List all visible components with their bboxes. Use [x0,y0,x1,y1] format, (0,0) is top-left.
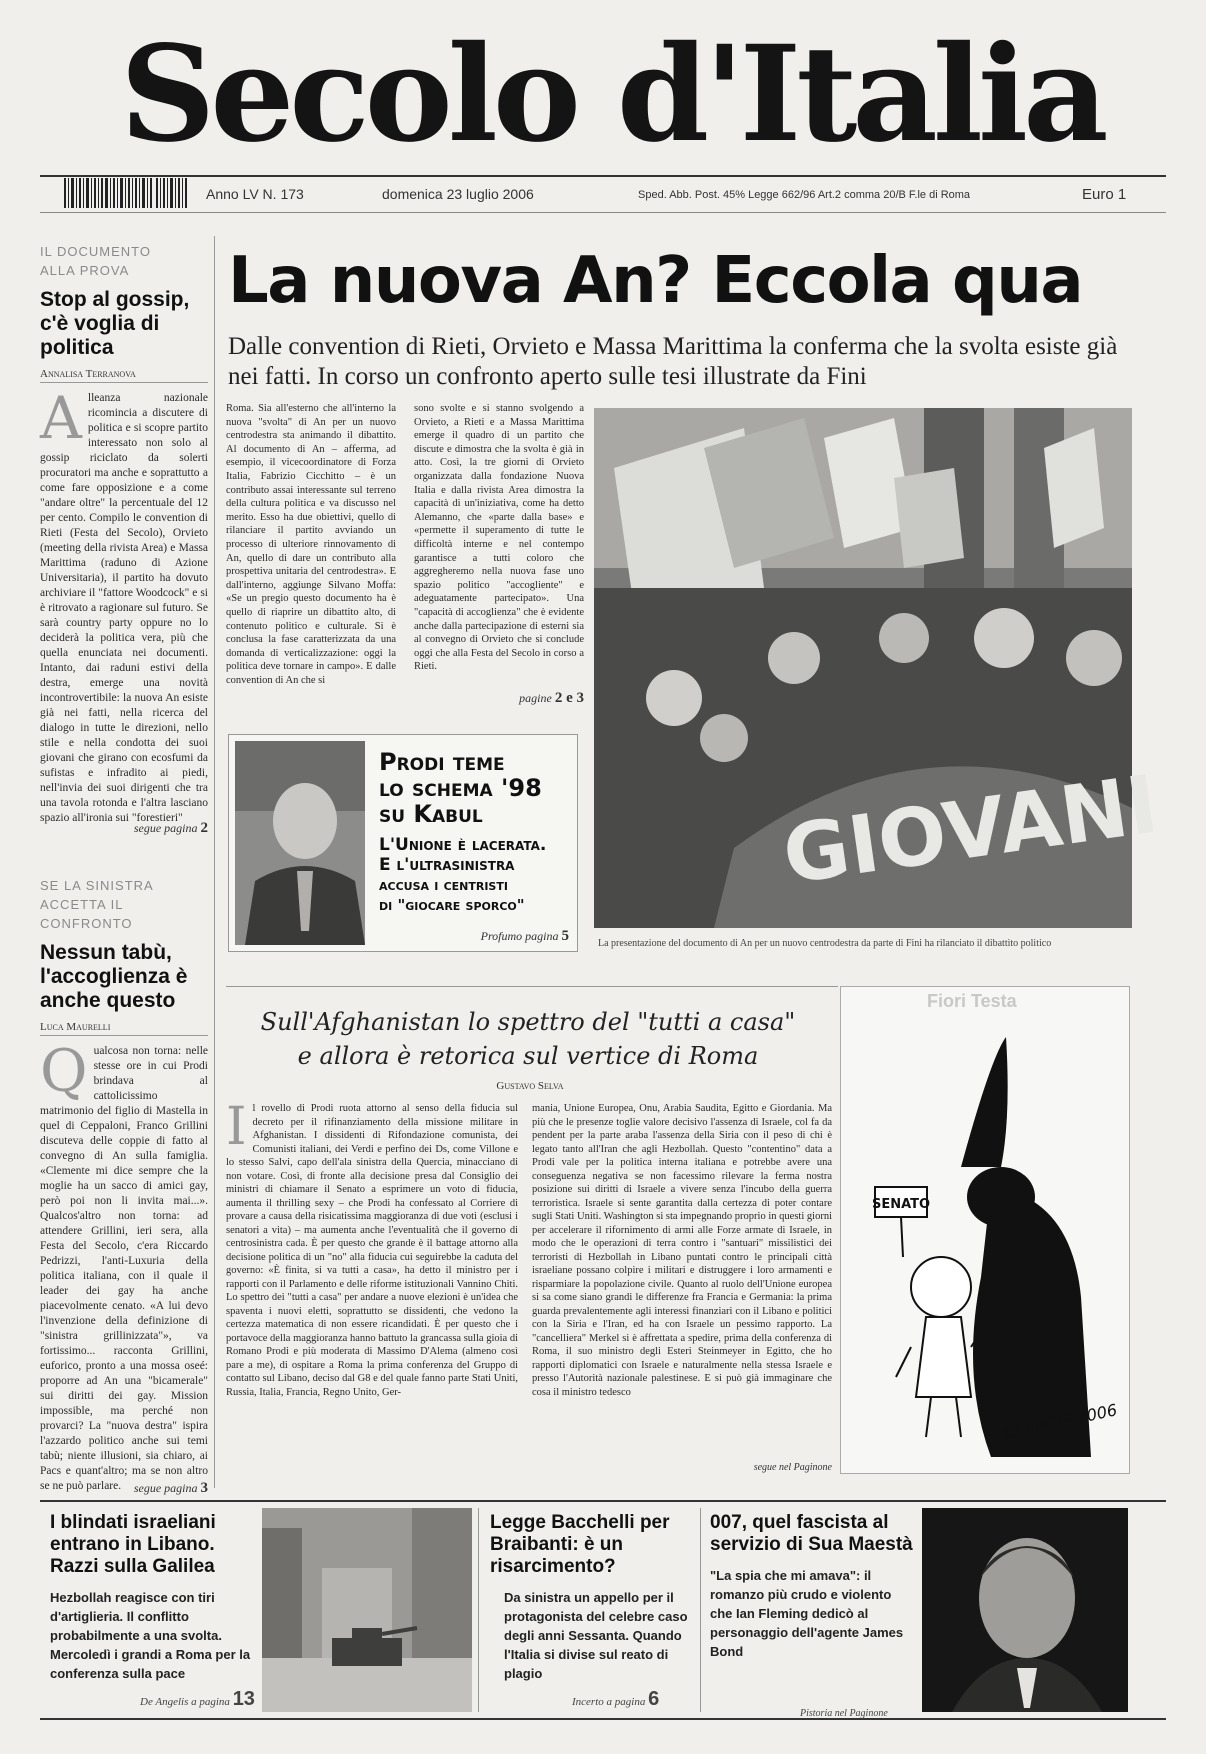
bottom-story-3[interactable]: 007, quel fascista al servizio di Sua Maestà "La spia che mi amava": il romanzo più crudo e violento che Ian Fleming dedicò al personaggio dell'agente James Bond [710,1512,913,1659]
cartoon-label: Fiori Testa [927,991,1017,1011]
masthead-title: Secolo d'Italia [120,17,1104,172]
story-headline[interactable]: Stop al gossip, c'è voglia di politica [40,288,190,359]
lead-photo [594,408,1164,928]
postal-info: Sped. Abb. Post. 45% Legge 662/96 Art.2 comma 20/B F.le di Roma [638,189,971,201]
continue-link[interactable]: segue pagina 3 [133,1480,208,1496]
afghanistan-continue-link[interactable]: segue nel Paginone [753,1462,832,1473]
kicker: SE LA SINISTRA [40,878,154,893]
afghanistan-column-2: mania, Unione Europea, Onu, Arabia Saudita, Egitto e Giordania. Ma più che le presenze toglie valore decisivo l'assenza di Israele, col fa da pendent per la parte araba l'assenza della Siria con il peso di chi è legato tanto all'Iran che agli Hezbollah. Questo "contentino" data a Prodi vale per la politica interna italiana e potrebbe avere una conseguenza negativa se non facessimo rilevare la ferma nostra posizione sui diritti di Israele a vivere senza l'incubo della guerra terroristica. Israele si sente garantita dalla certezza di poter contare sugli Stati Uniti. Washington si sta impegnando proprio in questi giorni per accelerare il rifornimento di armi alle Forze armate di Israele, in modo che le operazioni di terra contro i "santuari" missilistici dei terroristi di Hezbollah in Libano puntati contro le principali città israeliane possano colpire i militari e distruggere i loro armamenti e risparmiare la popolazione civile. Quanto al ruolo dell'Unione europea si sa come siano grandi le differenze fra Francia e Germania: la prima guarda prevalentemente agli interessi finanziari con il Libano e politici con la Siria e l'Iran, ed ha con Israele un pessimo rapporto. La "cancelliera" Merkel si è affrettata a spedire, prima della conferenza di Roma, il suo ministro degli Esteri Steinmeyer in Egitto, che ho rapporti diplomatici con Israele e naturalmente nella stessa Israele e presso l'Autorità nazionale palestinese. E si può già immaginare che cosa il ministro tedesco [532,1103,832,1398]
lead-pages-link[interactable]: pagine 2 e 3 [519,690,584,706]
story-body: Qualcosa non torna: nelle stesse ore in cui Prodi brindava al cattolicissimo matrimonio del figlio di Mastella in quel di Ceppaloni, Franco Grillini discuteva delle coppie di fatto al convegno di An sulla famiglia. «Clemente mi dice sempre che la moglie ha un sacco di amici gay, però poi non li invita mai...». Qualcos'altro non torna: ad attendere Grillini, ieri sera, alla Festa del Secolo, c'era Riccardo Pedrizzi, l'anti-Luxuria della politica italiana, con il quale il leader dei gay ha anche piacevolmente cenato. «A lui devo l'invenzione della definizione di "sinistra grillinizzata"», va fortissimo... racconta Grillini, euforico, pronto a una mossa oseé: proporre ad An una "bicamerale" sui diritti dei gay. Mission impossible, ma perché non provarci? La "nuova destra" ispira l'azzardo politico anche sui temi tabù; niente illusioni, sia chiaro, ai Pacs e quant'altro; ma se non altro se ne può parlare. [40,1037,208,1492]
kicker: ALLA PROVA [40,263,130,278]
kicker: ACCETTA IL CONFRONTO [40,897,133,931]
masthead [120,17,1104,172]
byline: Luca Maurelli [40,1021,208,1036]
cartoon-signature: KRANCIS 2006 [1000,1400,1119,1444]
issue-date: domenica 23 luglio 2006 [382,186,534,202]
byline: Gustavo Selva [496,1080,564,1092]
barcode-icon [24,176,194,212]
bottom-story-2-page[interactable]: Incerto a pagina 6 [572,1688,660,1710]
prodi-title: Prodi teme lo schema '98 su Kabul [379,748,542,828]
bottom-story-2[interactable]: Legge Bacchelli per Braibanti: è un risarcimento? Da sinistra un appello per il protagonista del celebre caso degli anni Sessanta. Quando l'Italia si divise sul reato di plagio [490,1512,688,1681]
prodi-page-link[interactable]: Profumo pagina 5 [480,928,569,944]
afghanistan-headline[interactable]: Sull'Afghanistan lo spettro del "tutti a casa" e allora è retorica sul vertice di Roma [260,1008,796,1070]
story-headline[interactable]: Nessun tabù, l'accoglienza è anche questo [40,941,188,1012]
left-story-1 [40,242,208,842]
kicker: IL DOCUMENTO [40,244,151,259]
drop-cap: Q [40,1037,88,1105]
lead-headline[interactable]: La nuova An? Eccola qua [228,244,1083,318]
lead-subhead: Dalle convention di Rieti, Orvieto e Massa Marittima la conferma che la svolta esiste già nei fatti. In corso un confronto aperto sulle tesi illustrate da Fini [228,333,1118,390]
bottom-story-3-page[interactable]: Pistoria nel Paginone [800,1708,888,1719]
lead-column-1: Roma. Sia all'esterno che all'interno la nuova "svolta" di An per un nuovo centrodestra sta animando il dibattito. Al documento di An – afferma, ad esempio, il vicecoordinatore di Forza Italia, Fabrizio Cicchitto – è un contributo assai interessante sul terreno della cultura politica e va discusso nel merito. Esso ha due obiettivi, quello di rilanciare il partito avviando un processo di ulteriore rinnovamento di An, quello di dare un contributo alla prospettiva unitaria del centrodestra». E dall'interno, aggiunge Silvano Moffa: «Se un pregio questo documento ha è quello di riaprire un dibattito alto, di contenuto politico e culturale. Si è conclusa la fase caratterizzata da una domanda di verticalizzazione: oggi la politica deve tornare in campo». E dalle convention di An che si [226,403,396,686]
afghanistan-column-1: Il rovello di Prodi ruota attorno al senso della fiducia sul decreto per il rifinanziamento della missione militare in Afghanistan. I dissidenti di Rifondazione comunista, dei Comunisti italiani, dei Verdi e perfino dei Ds, come Villone e lo stesso Salvi, capo dell'ala sinistra della Quercia, minacciano di non votare. Così, di fronte alla decisione presa dal Consiglio dei ministri di chiamare il Senato a esprimere un voto di fiducia, aumenta il thrilling sexy – che Prodi ha confessato al Corriere di provare a causa della risicatissima maggioranza di due voti (esclusi i senatori a vita) – ma aumenta anche l'eventualità che il governo di centrosinistra cada. È per questo che grande è il battage attorno alla decisione politica di un "no" alla fiducia cui seguirebbe la caduta del governo: «È finita, si va tutti a casa», ha detto il ministro per i rapporti con il Parlamento e delle riforme istituzionali Vannino Chiti. Lo spettro dei "tutti a casa" per andare a nuove elezioni è un'idea che spaventa i nuovi eletti, soprattutto se dissidenti, che vedono la certezza matematica di non essere ricandidati. È per questo che i portavoce della maggioranza hanno battuto la grancassa sulla gioia di Romano Prodi e più moderata di Massimo D'Alema (almeno così pare a me), di ospitare a Roma la prima conferenza del Gruppo di contatto sul Libano, deciso dal G8 e del quale fanno parte Stati Uniti, Russia, Italia, Francia, Regno Unito, Ger- [226,1097,518,1398]
bottom-story-1-page[interactable]: De Angelis a pagina 13 [140,1688,255,1710]
bond-photo [922,1508,1128,1712]
drop-cap: I [226,1097,247,1157]
rally-photo [594,408,1164,928]
column-rule [478,1508,479,1712]
tank-photo [262,1508,472,1712]
continue-link[interactable]: segue pagina 2 [133,820,208,836]
prodi-subtitle: L'Unione è lacerata. E l'ultrasinistra accusa i centristi di "giocare sporco" [379,835,547,914]
drop-cap: A [40,384,82,452]
bottom-story-1[interactable]: I blindati israeliani entrano in Libano. Razzi sulla Galilea Hezbollah reagisce con tiri d'artiglieria. Il conflitto probabilmente a una svolta. Mercoledì i grandi a Roma per la conferenza sulla pace [50,1512,251,1681]
cartoon-box [840,986,1130,1474]
price: Euro 1 [1082,186,1127,203]
divider [226,986,838,987]
column-rule [700,1508,701,1712]
prodi-portrait [235,741,365,945]
issue-number: Anno LV N. 173 [206,186,304,202]
left-story-2 [40,876,208,1496]
lead-column-2: sono svolte e si stanno svolgendo a Orvieto, a Rieti e a Massa Marittima emerge il quadro di un partito che discute e dimostra che la svolta è già in atto. Così, la tre giorni di Orvieto organizzata dalla fondazione Nuova Italia e dalla rivista Area dimostra la capacità di un'iniziativa, come ha detto Alemanno, che «parte dalla base» e «permette il superamento di tutte le difficoltà interne e nel contempo garantisce a tutti coloro che aggregheremo nella nuova fase uno spazio politico "accogliente" e adeguatamente partecipato». Una "capacità di accoglienza" che è evidente anche dalla partecipazione di esterni sia al convegno di Orvieto che si conclude oggi che alla Festa del Secolo in corso a Rieti. [414,403,584,673]
svg-text:GIOVANI: GIOVANI [777,757,1164,902]
cartoon-sign: SENATO [871,1197,931,1212]
prodi-box[interactable] [228,734,578,952]
story-body: Alleanza nazionale ricomincia a discutere di politica e si scopre partito interessato non solo al gossip riciclato da solerti procuratori ma anche e soprattutto a come fare opposizione e a come "andare oltre" la percentuale del 12 per cento. Compilo le convention di Rieti (Festa del Secolo), Orvieto (meeting della rivista Area) e Massa Marittima (raduno di Azione Universitaria), il partito ha dovuto archiviare il "fattore Woodcock" e si è ritrovato a ragionare sul futuro. Se sarà country party oppure no lo deciderà la politica vera, più che quella enunciata nei documenti. Intanto, dai raduni estivi della destra, emerge una novità incontrovertibile: la nuova An esiste già nei fatti, nella ricerca del dialogo in tutte le direzioni, nello stile e nella condotta dei suoi giovani che girano con ecosfumi da sufistas e infradito ai piedi, nell'invia dei suoi dirigenti che tra una tavola rotonda e l'altra lasciano spazio all'ironia sui "forestieri" [40,384,208,824]
cartoon-drawing [841,1017,1129,1467]
byline: Annalisa Terranova [40,368,208,383]
column-rule [214,236,215,1488]
lead-photo-caption: La presentazione del documento di An per un nuovo centrodestra da parte di Fini ha rilanciato il dibattito politico [598,938,1052,949]
